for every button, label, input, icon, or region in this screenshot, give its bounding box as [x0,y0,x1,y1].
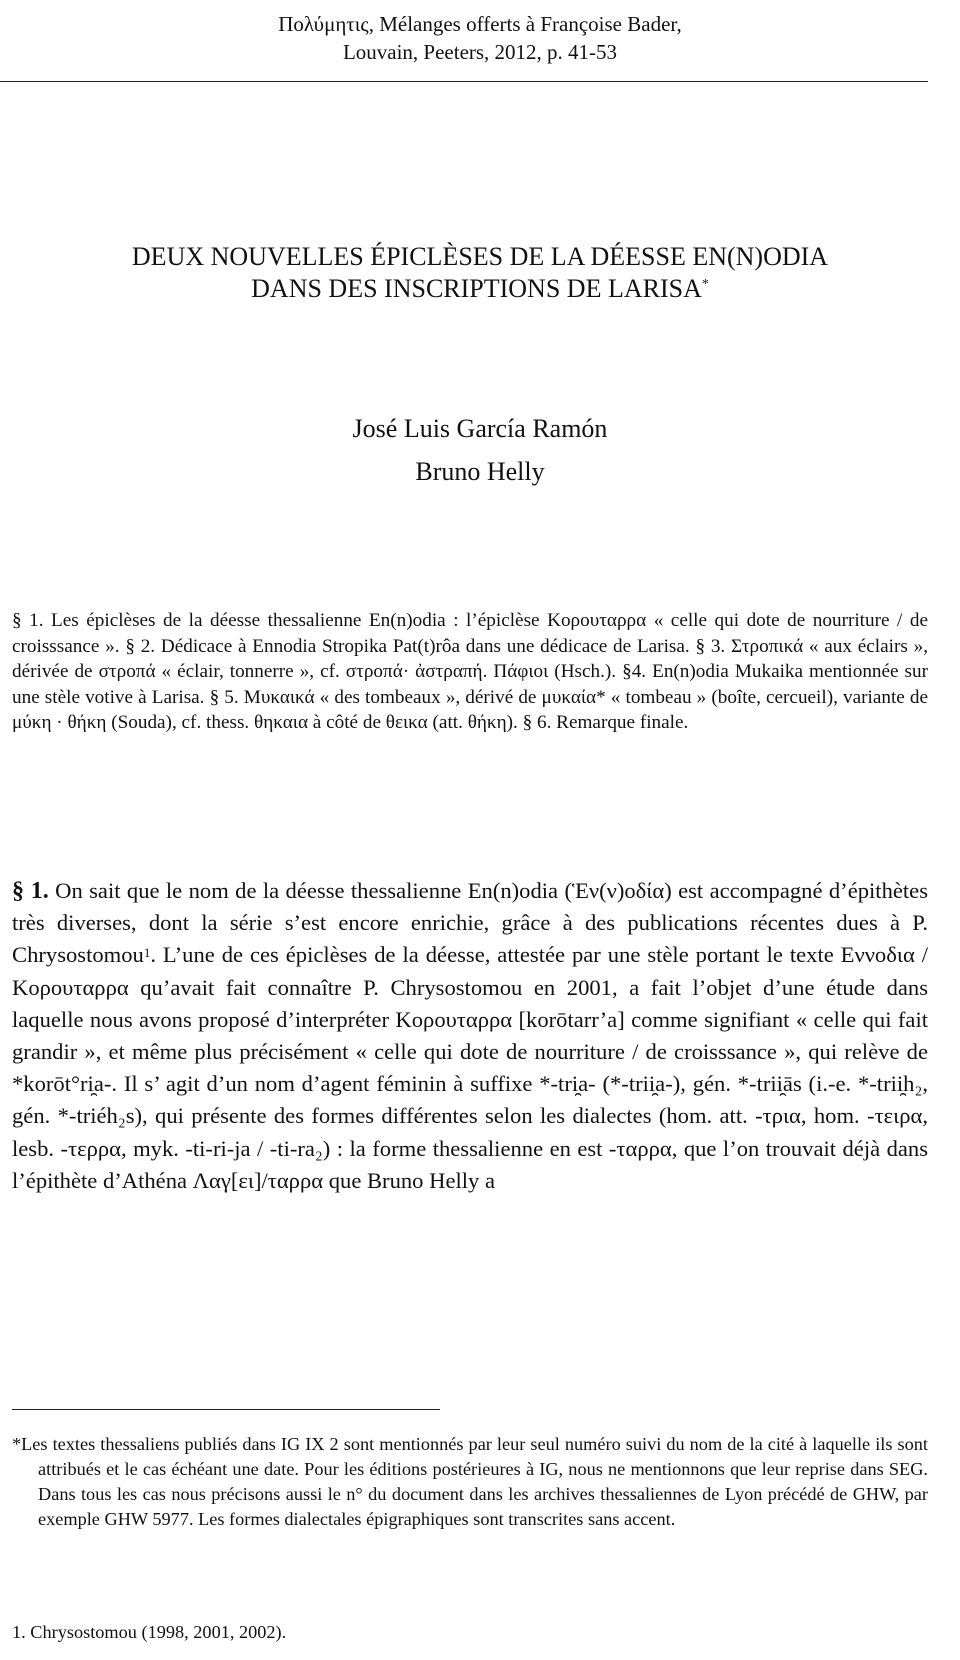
article-title-line-2-text: DANS DES INSCRIPTIONS DE LARISA [251,274,702,303]
publication-line-2: Louvain, Peeters, 2012, p. 41-53 [342,40,618,64]
footnote-star: *Les textes thessaliens publiés dans IG IX 2 sont mentionnés par leur seul numéro suivi du nom de la cité à laquelle ils sont attribués et le cas échéant une date. Pour les éditions postérieures à IG, nous ne mentionnons que leur reprise dans SEG. Dans tous les cas nous précisons aussi le n° du document dans les archives thessaliennes de Lyon précédé de GHW, par exemple GHW 5977. Les formes dialectales épigraphiques sont transcrites sans accent. [12,1434,928,1529]
body-text-part-2: . L’une de ces épiclèses de la déesse, attestée par une stèle portant le texte Εννοδια / Κορουταρρα qu’avait fait connaître P. Chrysostomou en 2001, a fait l’objet d’une étude dans laquelle nous avons proposé d’interpréter Κορουταρρα [korōtarr’a] comme signifiant « celle qui fait grandir », et même plus précisément « celle qui dote de nourriture / de croisssance », qui relève de *korōt°ri̯a-. Il s’ agit d’un nom d’agent féminin à suffixe *-tri̯a- (*-trii̯a-), gén. *-trii̯ās (i.-e. *-trii̯h₂, gén. *-triéh₂s), qui présente des formes différentes selon les dialectes (hom. att. -τρια, hom. -τειρα, lesb. -τερρα, myk. -ti-ri-ja / -ti-ra₂) : la forme thessalienne en est -ταρρα, que l’on trouvait déjà dans l’épithète d’Athéna Λαγ[ει]/ταρρα que Bruno Helly a [12,942,928,1193]
footnote-reference[interactable]: 1 [143,945,151,961]
header-rule [0,81,928,82]
article-title-line-1: DEUX NOUVELLES ÉPICLÈSES DE LA DÉESSE EN(N)ODIA [131,242,829,271]
body-text-part-1: On sait que le nom de la déesse thessalienne En(n)odia (Ἑν(ν)οδία) est accompagné d’épithètes très diverses, dont la série s’est encore enrichie, grâce à des publications récentes dues à P. Chrysostomou [12,878,929,968]
author-2: Bruno Helly [415,457,545,486]
author-1: José Luis García Ramón [352,414,608,443]
footnote-1: 1. Chrysostomou (1998, 2001, 2002). [12,1622,287,1642]
footnote-rule [12,1409,440,1410]
section-number: § 1. [12,878,49,904]
summary-paragraph: § 1. Les épiclèses de la déesse thessalienne En(n)odia : l’épiclèse Κορουταρρα « celle qui dote de nourriture / de croisssance ». § 2. Dédicace à Ennodia Stropika Pat(t)rôa dans une dédicace de Larisa. § 3. Στροπικά « aux éclairs », dérivée de στροπά « éclair, tonnerre », cf. στροπά· ἀστραπή. Πάφιοι (Hsch.). §4. En(n)odia Mukaika mentionnée sur une stèle votive à Larisa. § 5. Μυκαικά « des tombeaux », dérivé de μυκαία* « tombeau » (boîte, cercueil), variante de μύκη · θήκη (Souda), cf. thess. θηκαια à côté de θεικα (att. θήκη). § 6. Remarque finale. [12,610,928,733]
body-paragraph [12,875,928,1197]
title-footnote-marker[interactable]: * [701,277,709,292]
article-title-line-2 [0,272,960,306]
publication-line-1: Πολύμητις, Mélanges offerts à Françoise Bader, [278,12,682,36]
